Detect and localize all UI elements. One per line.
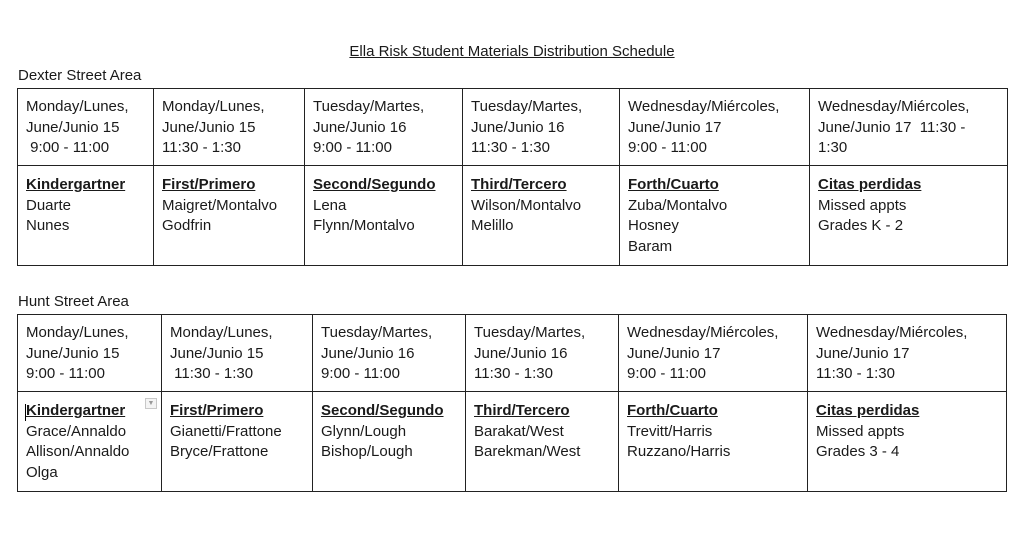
table-cell-group[interactable] [463, 166, 620, 266]
student-names: Missed appts Grades K - 2 [818, 196, 907, 234]
table-cell-day[interactable]: Monday/Lunes, June/Junio 15 9:00 - 11:00 [18, 315, 162, 392]
table-cell-day[interactable]: Tuesday/Martes, June/Junio 16 11:30 - 1:30 [466, 315, 619, 392]
student-names: Maigret/Montalvo Godfrin [162, 196, 278, 234]
student-names: Wilson/Montalvo Melillo [471, 196, 582, 234]
grade-label: Kindergartner [26, 176, 126, 193]
table-cell-group[interactable] [810, 166, 1008, 266]
student-names: Barakat/West Barekman/West [474, 422, 581, 460]
grade-label: Second/Segundo [313, 176, 436, 193]
grade-label: Citas perdidas [816, 402, 920, 419]
table-cell-group[interactable] [619, 392, 808, 492]
student-names: Gianetti/Frattone Bryce/Frattone [170, 422, 282, 460]
table-row-days [18, 89, 1008, 166]
table-cell-day[interactable]: Tuesday/Martes, June/Junio 16 9:00 - 11:00 [305, 89, 463, 166]
table-row-groups [18, 166, 1008, 266]
table-cell-day[interactable]: Monday/Lunes, June/Junio 15 9:00 - 11:00 [18, 89, 154, 166]
table-row-days [18, 315, 1007, 392]
student-names: Glynn/Lough Bishop/Lough [321, 422, 413, 460]
table-cell-day[interactable]: Monday/Lunes, June/Junio 15 11:30 - 1:30 [162, 315, 313, 392]
grade-label: Third/Tercero [471, 176, 567, 193]
table-cell-day[interactable]: Tuesday/Martes, June/Junio 16 11:30 - 1:30 [463, 89, 620, 166]
student-names: Lena Flynn/Montalvo [313, 196, 415, 234]
table-cell-day[interactable]: Tuesday/Martes, June/Junio 16 9:00 - 11:00 [313, 315, 466, 392]
grade-label: Forth/Cuarto [627, 402, 718, 419]
student-names: Grace/Annaldo Allison/Annaldo Olga [26, 422, 130, 481]
table-cell-day[interactable]: Wednesday/Miércoles, June/Junio 17 9:00 - 11:00 [620, 89, 810, 166]
table-cell-day[interactable]: Wednesday/Miércoles, June/Junio 17 9:00 - 11:00 [619, 315, 808, 392]
table-cell-group[interactable] [305, 166, 463, 266]
table-cell-day[interactable]: Monday/Lunes, June/Junio 15 11:30 - 1:30 [154, 89, 305, 166]
table-row-groups [18, 392, 1007, 492]
schedule-table-hunt [17, 314, 1007, 492]
table-cell-group[interactable] [154, 166, 305, 266]
table-cell-day[interactable]: Wednesday/Miércoles, June/Junio 17 11:30 - 1:30 [810, 89, 1008, 166]
document-title: Ella Risk Student Materials Distribution Schedule [349, 43, 675, 60]
table-cell-group[interactable] [466, 392, 619, 492]
student-names: Duarte Nunes [26, 196, 72, 234]
table-cell-group[interactable] [162, 392, 313, 492]
grade-label: First/Primero [170, 402, 264, 419]
grade-label: Forth/Cuarto [628, 176, 719, 193]
grade-label: Third/Tercero [474, 402, 570, 419]
grade-label: Second/Segundo [321, 402, 444, 419]
text-cursor [25, 404, 26, 421]
student-names: Zuba/Montalvo Hosney Baram [628, 196, 728, 255]
student-names: Trevitt/Harris Ruzzano/Harris [627, 422, 731, 460]
grade-label: First/Primero [162, 176, 256, 193]
section-heading-hunt: Hunt Street Area [18, 293, 129, 310]
schedule-table-dexter [17, 88, 1008, 266]
grade-label: Kindergartner [26, 402, 126, 419]
grade-label: Citas perdidas [818, 176, 922, 193]
table-cell-group[interactable] [620, 166, 810, 266]
dropdown-arrow-icon[interactable]: ▼ [145, 398, 157, 409]
table-cell-group[interactable] [18, 166, 154, 266]
student-names: Missed appts Grades 3 - 4 [816, 422, 905, 460]
table-cell-group[interactable] [808, 392, 1007, 492]
table-cell-group[interactable] [18, 392, 162, 492]
table-cell-day[interactable]: Wednesday/Miércoles, June/Junio 17 11:30 - 1:30 [808, 315, 1007, 392]
table-cell-group[interactable] [313, 392, 466, 492]
section-heading-dexter: Dexter Street Area [18, 67, 142, 84]
